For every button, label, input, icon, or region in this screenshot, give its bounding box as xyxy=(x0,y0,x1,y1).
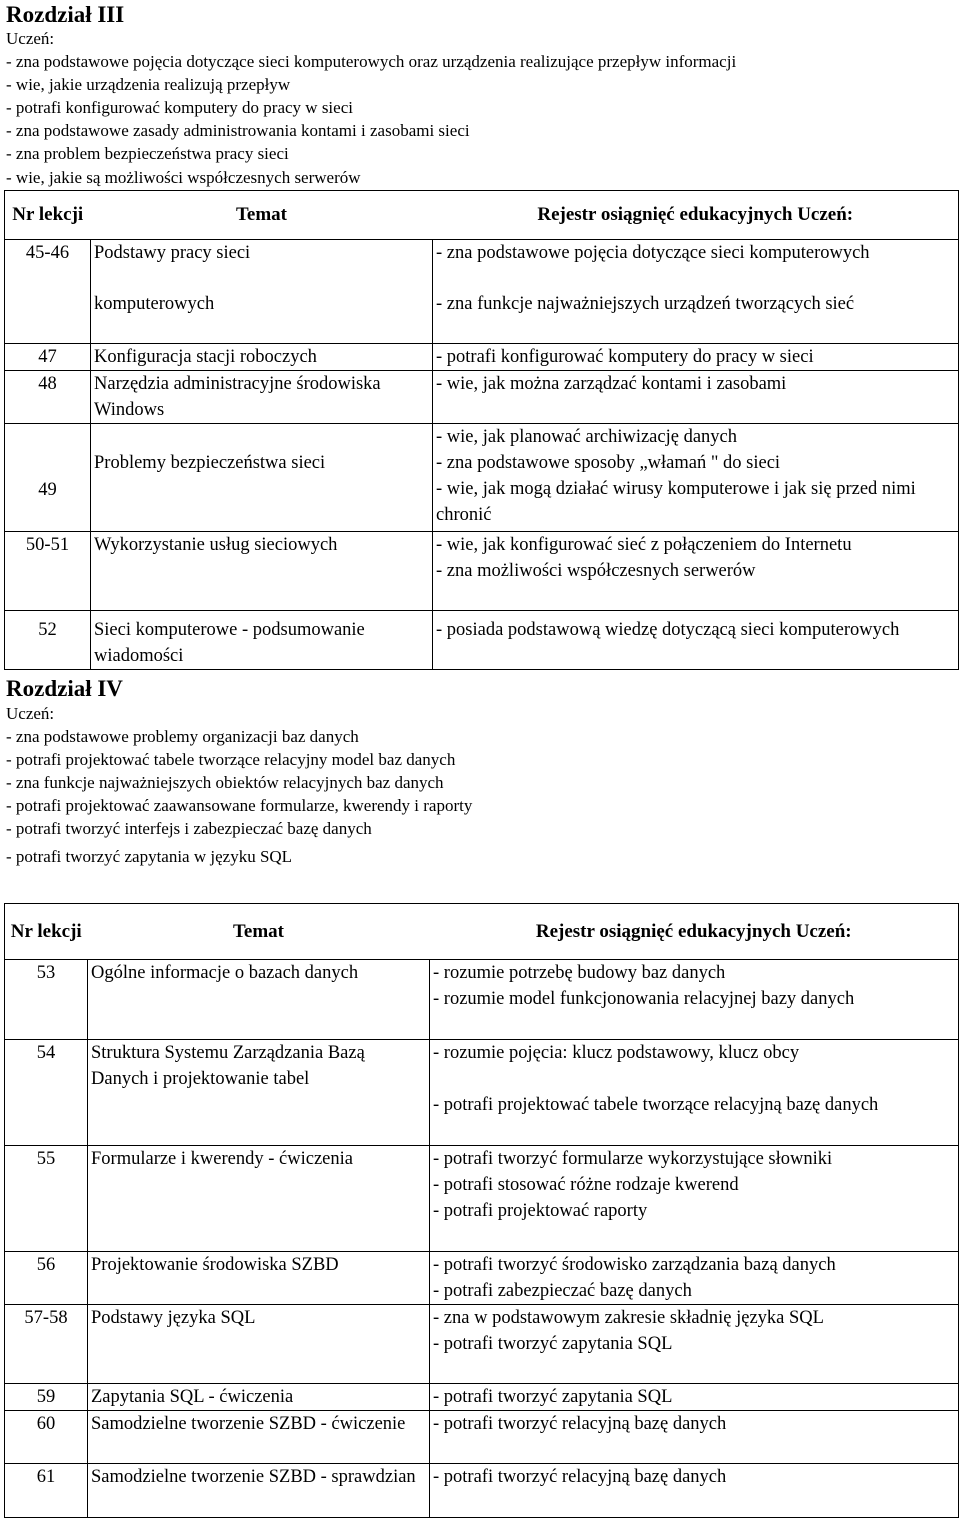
outcome-item: - wie, jak planować archiwizację danych xyxy=(436,427,737,447)
table-row xyxy=(5,1384,959,1411)
outcome-item: - potrafi zabezpieczać bazę danych xyxy=(433,1281,692,1301)
section-4-heading: Rozdział IV xyxy=(6,676,123,701)
table-row xyxy=(5,424,959,532)
table-row xyxy=(5,1040,959,1146)
outcome-item: - potrafi tworzyć środowisko zarządzania bazą danych xyxy=(433,1255,836,1275)
lesson-topic: Formularze i kwerendy - ćwiczenia xyxy=(88,1146,430,1252)
table-header-row xyxy=(5,191,959,240)
section-4-lesson-table xyxy=(4,903,959,1518)
lesson-topic: Podstawy języka SQL xyxy=(88,1305,430,1384)
table-row xyxy=(5,1252,959,1305)
lesson-topic: Zapytania SQL - ćwiczenia xyxy=(88,1384,430,1411)
objective-line: - wie, jakie urządzenia realizują przepływ xyxy=(6,75,291,95)
lesson-nr: 54 xyxy=(5,1040,88,1146)
section-4-objectives xyxy=(6,702,472,868)
table-row xyxy=(5,291,959,344)
lesson-outcome: - potrafi konfigurować komputery do pracy w sieci xyxy=(433,344,959,371)
table-row xyxy=(5,610,959,669)
outcome-item: - rozumie potrzebę budowy baz danych xyxy=(433,963,726,983)
objective-line: - potrafi tworzyć zapytania w języku SQL xyxy=(6,846,293,866)
header-register: Rejestr osiągnięć edukacyjnych Uczeń: xyxy=(433,191,959,240)
lesson-nr: 59 xyxy=(5,1384,88,1411)
objective-line: - potrafi projektować zaawansowane formularze, kwerendy i raporty xyxy=(6,796,473,816)
lesson-nr: 49 xyxy=(5,424,91,532)
lesson-outcome xyxy=(433,532,959,585)
outcome-item: - zna w podstawowym zakresie składnię języka SQL xyxy=(433,1308,824,1328)
lesson-nr: 56 xyxy=(5,1252,88,1305)
lesson-nr: 47 xyxy=(5,344,91,371)
outcome-item: - potrafi stosować różne rodzaje kwerend xyxy=(433,1175,739,1195)
objective-line: - zna podstawowe pojęcia dotyczące sieci komputerowych oraz urządzenia realizujące przepływ informacji xyxy=(6,52,737,72)
lesson-outcome: - potrafi tworzyć zapytania SQL xyxy=(430,1384,959,1411)
lesson-nr: 52 xyxy=(5,610,91,669)
lesson-nr: 53 xyxy=(5,960,88,1040)
header-nr: Nr lekcji xyxy=(5,191,91,240)
lesson-topic: Podstawy pracy sieci xyxy=(91,240,433,291)
table-row xyxy=(5,960,959,1040)
lesson-nr: 57-58 xyxy=(5,1305,88,1384)
objective-line: - wie, jakie są możliwości współczesnych serwerów xyxy=(6,167,361,187)
section-3-heading: Rozdział III xyxy=(6,2,125,27)
lesson-topic: Projektowanie środowiska SZBD xyxy=(88,1252,430,1305)
lesson-topic: Wykorzystanie usług sieciowych xyxy=(91,532,433,585)
outcome-item: - zna możliwości współczesnych serwerów xyxy=(436,561,756,581)
section-3-lesson-table xyxy=(4,190,959,670)
lesson-outcome xyxy=(430,1040,959,1146)
outcome-item: - potrafi projektować raporty xyxy=(433,1201,648,1221)
lesson-outcome: - zna podstawowe pojęcia dotyczące sieci komputerowych xyxy=(433,240,959,291)
lesson-nr: 48 xyxy=(5,371,91,424)
table-row xyxy=(5,344,959,371)
lesson-topic: Narzędzia administracyjne środowiska Windows xyxy=(91,371,433,424)
lesson-nr: 60 xyxy=(5,1411,88,1464)
table-header-row xyxy=(5,904,959,960)
header-topic: Temat xyxy=(91,191,433,240)
lesson-topic: Konfiguracja stacji roboczych xyxy=(91,344,433,371)
lesson-nr: 45-46 xyxy=(5,240,91,291)
lesson-topic: Samodzielne tworzenie SZBD - ćwiczenie xyxy=(88,1411,430,1464)
objective-line: - potrafi projektować tabele tworzące relacyjny model baz danych xyxy=(6,750,456,770)
outcome-item: - wie, jak mogą działać wirusy komputerowe i jak się przed nimi chronić xyxy=(436,479,916,525)
objective-line: - zna podstawowe zasady administrowania kontami i zasobami sieci xyxy=(6,121,470,141)
lesson-outcome xyxy=(430,1305,959,1384)
lesson-topic: Samodzielne tworzenie SZBD - sprawdzian xyxy=(88,1464,430,1518)
table-row xyxy=(5,1411,959,1464)
section-3-intro: Uczeń: xyxy=(6,29,55,48)
objective-line: - zna funkcje najważniejszych obiektów relacyjnych baz danych xyxy=(6,773,444,793)
table-row xyxy=(5,1305,959,1384)
table-row xyxy=(5,1146,959,1252)
lesson-nr: 61 xyxy=(5,1464,88,1518)
outcome-item: - potrafi projektować tabele tworzące relacyjną bazę danych xyxy=(433,1095,879,1115)
lesson-outcome xyxy=(433,424,959,532)
table-spacer-row xyxy=(5,584,959,610)
lesson-outcome xyxy=(430,1146,959,1252)
outcome-item: - potrafi tworzyć formularze wykorzystujące słowniki xyxy=(433,1149,833,1169)
objective-line: - zna podstawowe problemy organizacji baz danych xyxy=(6,727,359,747)
lesson-nr: 50-51 xyxy=(5,532,91,585)
lesson-outcome: - zna funkcje najważniejszych urządzeń tworzących sieć xyxy=(433,291,959,344)
lesson-topic: komputerowych xyxy=(91,291,433,344)
lesson-outcome: - potrafi tworzyć relacyjną bazę danych xyxy=(430,1411,959,1464)
header-nr: Nr lekcji xyxy=(5,904,88,960)
lesson-topic: Sieci komputerowe - podsumowanie wiadomości xyxy=(91,610,433,669)
outcome-item: - wie, jak konfigurować sieć z połączeniem do Internetu xyxy=(436,535,852,555)
table-row xyxy=(5,532,959,585)
section-3-objectives xyxy=(6,27,736,189)
header-register: Rejestr osiągnięć edukacyjnych Uczeń: xyxy=(430,904,959,960)
lesson-outcome: - potrafi tworzyć relacyjną bazę danych xyxy=(430,1464,959,1518)
table-row xyxy=(5,1464,959,1518)
outcome-item: - zna podstawowe sposoby „włamań " do sieci xyxy=(436,453,781,473)
lesson-outcome xyxy=(430,960,959,1040)
section-4-intro: Uczeń: xyxy=(6,704,55,723)
table-row xyxy=(5,240,959,291)
objective-line: - potrafi konfigurować komputery do pracy w sieci xyxy=(6,98,353,118)
lesson-nr xyxy=(5,291,91,344)
table-row xyxy=(5,371,959,424)
lesson-nr: 55 xyxy=(5,1146,88,1252)
lesson-topic: Ogólne informacje o bazach danych xyxy=(88,960,430,1040)
lesson-outcome xyxy=(430,1252,959,1305)
header-topic: Temat xyxy=(88,904,430,960)
objective-line: - zna problem bezpieczeństwa pracy sieci xyxy=(6,144,289,164)
outcome-item: - rozumie model funkcjonowania relacyjnej bazy danych xyxy=(433,989,855,1009)
lesson-topic: Struktura Systemu Zarządzania Bazą Danych i projektowanie tabel xyxy=(88,1040,430,1146)
objective-line: - potrafi tworzyć interfejs i zabezpieczać bazę danych xyxy=(6,819,372,839)
outcome-item: - rozumie pojęcia: klucz podstawowy, klucz obcy xyxy=(433,1043,800,1063)
outcome-item: - potrafi tworzyć zapytania SQL xyxy=(433,1334,673,1354)
lesson-outcome: - wie, jak można zarządzać kontami i zasobami xyxy=(433,371,959,424)
lesson-topic: Problemy bezpieczeństwa sieci xyxy=(91,424,433,532)
lesson-outcome: - posiada podstawową wiedzę dotyczącą sieci komputerowych xyxy=(433,610,959,669)
